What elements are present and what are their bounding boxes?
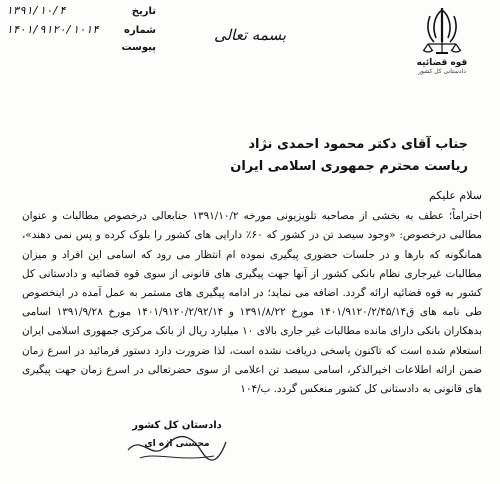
letter-meta [6,4,156,59]
addressee-title: ریاست محترم جمهوری اسلامی ایران [230,159,468,174]
signature-block [122,420,232,449]
letter-body [22,186,482,399]
meta-number-value: ۱۴۰۱/۹۱۲۰/۱۰۱۴ [6,23,99,36]
org-name: قوه قضائیه [416,58,468,68]
meta-date-row [6,4,156,17]
letterhead-emblem [402,4,482,75]
body-paragraph: احتراماً؛ عطف به بخشی از مصاحبه تلویزیونی مورخه ۱۳۹۱/۱۰/۲ جنابعالی درخصوص مطالبات و عنوان مطالبی درخصوص: «وجود سیصد تن در کشور که ۶۰٪ دارایی های کشور را بلوک کرده و پس نمی دهند»، همانگونه که بارها و در جلسات حضوری پیگیری نموده ام انتظار می رود که اسامی این افراد و میزان مطالبات غیرجاری نظام بانکی کشور از آنها جهت پیگیری های قانونی از سوی قوه قضائیه و دادستانی کل کشور به قوه قضائیه ارائه گردد. اضافه می نماید؛ در ادامه پیگیری های مستمر به عمل آمده در اینخصوص طی نامه های ق۱۴۰۱/۹۱۲۰/۲/۴۵/۱۴ مورخ ۱۳۹۱/۸/۲۲ و ۱۴۰۱/۹۱۲۰/۲/۹۲/۱۴ مورخ ۱۳۹۱/۹/۲۸ اسامی بدهکاران بانکی دارای مانده مطالبات غیر جاری بالای ۱۰ میلیارد ریال از بانک مرکزی جمهوری اسلامی ایران استعلام شده است که تاکنون پاسخی دریافت نشده است، لذا ضرورت دارد دستور فرمائید در اسرع زمان ضمن ارائه اطلاعات اخیرالذکر، اسامی سیصد تن اعلامی از سوی حضرتعالی در اسرع زمان جهت پیگیری های قانونی به دادستانی کل کشور منعکس گردد. ب/۱۰۴ [22,210,483,396]
scales-icon [423,42,461,53]
meta-number-label: شماره [124,25,156,36]
meta-attachment-label: پیوست [121,42,156,53]
signature-title: دادستان کل کشور [132,420,222,431]
iran-emblem-icon [420,4,464,56]
meta-attachment-row [6,42,156,53]
addressee-name: جناب آقای دکتر محمود احمدی نژاد [248,137,468,152]
addressee-block [230,134,468,178]
signature-scribble-icon [122,428,232,468]
meta-number-row [6,23,156,36]
greeting: سلام علیکم [428,189,482,202]
meta-date-label: تاریخ [131,6,156,17]
bismillah-heading: بسمه تعالی [213,26,287,44]
org-subtitle: دادستانی کل کشور [418,68,466,75]
signature-name: محسنی اژه ای [144,439,210,449]
meta-date-value: ۱۳۹۱/۱۰/۴ [6,4,66,17]
